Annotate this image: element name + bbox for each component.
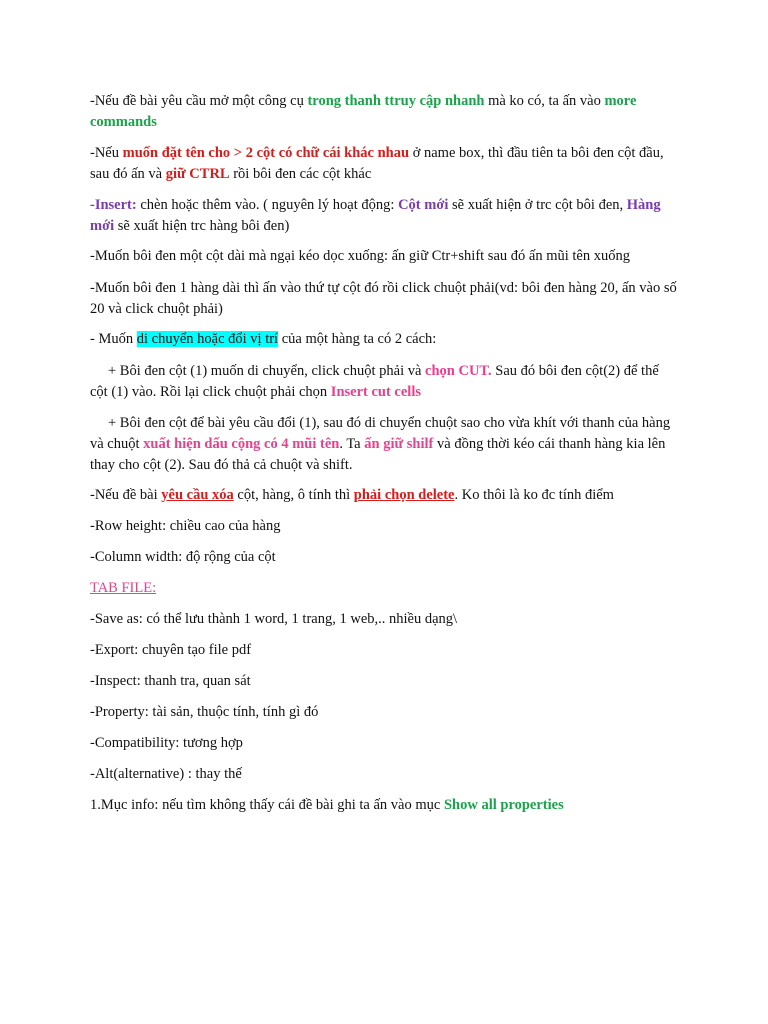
emphasis-green: Show all properties xyxy=(443,797,564,813)
emphasis-pink: Insert cut cells xyxy=(330,384,421,400)
emphasis-purple: Hàng mới xyxy=(90,197,661,234)
emphasis-red: giữ CTRL xyxy=(165,166,230,182)
text: chèn hoặc thêm vào. ( nguyên lý hoạt động: xyxy=(136,197,399,213)
note-method-drag xyxy=(90,413,680,476)
text: ở name box, thì đầu tiên ta bôi đen cột đầu, sau đó ấn và xyxy=(90,145,664,182)
emphasis-green: trong thanh ttruy cập nhanh xyxy=(307,93,485,109)
text: + Bôi đen cột để bài yêu cầu đổi (1), sau đó di chuyển chuột sao cho vừa khít với thanh của hàng và chuột xyxy=(90,415,671,452)
section-heading-tab-file: TAB FILE: xyxy=(90,580,157,596)
highlighted-text: di chuyển hoặc đổi vị trí xyxy=(136,331,279,347)
text: sẽ xuất hiện trc hàng bôi đen) xyxy=(114,218,290,234)
note-info xyxy=(90,795,680,816)
text: + Bôi đen cột (1) muốn di chuyển, click chuột phải và xyxy=(108,363,426,379)
note-compatibility: -Compatibility: tương hợp xyxy=(90,735,243,751)
note-alt: -Alt(alternative) : thay thế xyxy=(90,766,242,782)
text: 1.Mục info: nếu tìm không thấy cái đề bài ghi ta ấn vào mục xyxy=(90,797,444,813)
text: . Ta xyxy=(339,436,365,452)
note-select-row: -Muốn bôi đen 1 hàng dài thì ấn vào thứ tự cột đó rồi click chuột phải(vd: bôi đen hàng 20, ấn vào số 20 và click chuột phải) xyxy=(90,280,677,317)
note-select-column: -Muốn bôi đen một cột dài mà ngại kéo dọc xuống: ấn giữ Ctr+shift sau đó ấn mũi tên xuống xyxy=(90,248,630,264)
text: - Muốn xyxy=(90,331,137,347)
note-method-cut xyxy=(90,361,680,403)
emphasis-pink: ấn giữ shilf xyxy=(364,436,434,452)
note-delete xyxy=(90,485,680,506)
note-row-height: -Row height: chiều cao của hàng xyxy=(90,518,281,534)
emphasis-green: more commands xyxy=(90,93,637,130)
text: rồi bôi đen các cột khác xyxy=(229,166,372,182)
text: mà ko có, ta ấn vào xyxy=(484,93,605,109)
note-insert xyxy=(90,195,680,237)
emphasis-red: muốn đặt tên cho > 2 cột có chữ cái khác nhau xyxy=(122,145,410,161)
text: của một hàng ta có 2 cách: xyxy=(278,331,437,347)
note-move-row xyxy=(90,329,680,350)
emphasis-underlined-red: phải chọn delete xyxy=(353,487,455,503)
text: và đồng thời kéo cái thanh hàng kia lên thay cho cột (2). Sau đó thả cả chuột và shift. xyxy=(90,436,666,473)
note-quick-access xyxy=(90,91,680,133)
note-export: -Export: chuyên tạo file pdf xyxy=(90,642,252,658)
emphasis-pink: xuất hiện dấu cộng có 4 mũi tên xyxy=(143,436,340,452)
emphasis-underlined-red: yêu cầu xóa xyxy=(161,487,234,503)
note-name-box xyxy=(90,143,680,185)
text: cột, hàng, ô tính thì xyxy=(233,487,354,503)
note-inspect: -Inspect: thanh tra, quan sát xyxy=(90,673,251,689)
text: -Nếu đề bài xyxy=(90,487,162,503)
note-column-width: -Column width: độ rộng của cột xyxy=(90,549,276,565)
note-save-as: -Save as: có thể lưu thành 1 word, 1 trang, 1 web,.. nhiều dạng\ xyxy=(90,611,458,627)
emphasis-pink: chọn CUT. xyxy=(425,363,492,379)
text: sẽ xuất hiện ở trc cột bôi đen, xyxy=(448,197,627,213)
note-property: -Property: tài sản, thuộc tính, tính gì đó xyxy=(90,704,319,720)
text: . Ko thôi là ko đc tính điểm xyxy=(454,487,614,503)
text: -Nếu đề bài yêu cầu mở một công cụ xyxy=(90,93,308,109)
emphasis-purple: -Insert: xyxy=(90,197,137,213)
emphasis-purple: Cột mới xyxy=(398,197,449,213)
text: Sau đó bôi đen cột(2) để thế cột (1) vào. Rồi lại click chuột phải chọn xyxy=(90,363,659,400)
text: -Nếu xyxy=(90,145,123,161)
